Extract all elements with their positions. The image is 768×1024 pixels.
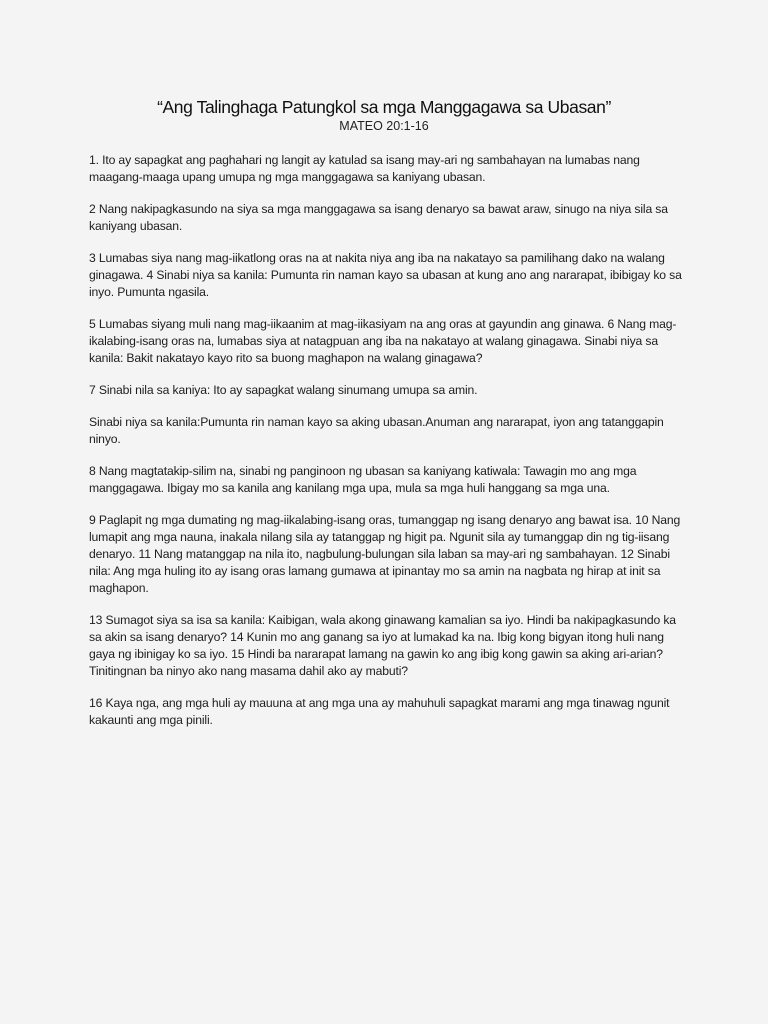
verse-paragraph-1: 1. Ito ay sapagkat ang paghahari ng langit ay katulad sa isang may-ari ng sambahayan na lumabas nang maagang-maaga upang umupa ng mga manggagawa sa kaniyang ubasan. bbox=[89, 153, 640, 184]
verse-paragraph-7: 8 Nang magtatakip-silim na, sinabi ng panginoon ng ubasan sa kaniyang katiwala: Tawagin mo ang mga manggagawa. Ibigay mo sa kanila ang kanilang mga upa, mula sa mga huli hanggang sa mga una. bbox=[89, 464, 637, 495]
document-title: “Ang Talinghaga Patungkol sa mga Manggagawa sa Ubasan” bbox=[157, 97, 611, 117]
verse-paragraph-5: 7 Sinabi nila sa kaniya: Ito ay sapagkat walang sinumang umupa sa amin. bbox=[89, 383, 478, 397]
verse-paragraph-6: Sinabi niya sa kanila:Pumunta rin naman kayo sa aking ubasan.Anuman ang nararapat, iyon ang tatanggapin ninyo. bbox=[89, 415, 664, 446]
verse-paragraph-3: 3 Lumabas siya nang mag-iikatlong oras na at nakita niya ang iba na nakatayo sa pamilihang dako na walang ginagawa. 4 Sinabi niya sa kanila: Pumunta rin naman kayo sa ubasan at kung ano ang nararapat, ibibigay ko sa inyo. Pumunta ngasila. bbox=[89, 251, 682, 299]
document-body bbox=[89, 152, 685, 744]
scripture-reference: MATEO 20:1-16 bbox=[339, 119, 429, 133]
verse-paragraph-8: 9 Paglapit ng mga dumating ng mag-iikalabing-isang oras, tumanggap ng isang denaryo ang bawat isa. 10 Nang lumapit ang mga nauna, inakala nilang sila ay tatanggap ng higit pa. Ngunit sila ay tumanggap din ng tig-iisang denaryo. 11 Nang matanggap na nila ito, nagbulung-bulungan sila laban sa may-ari ng sambahayan. 12 Sinabi nila: Ang mga huling ito ay isang oras lamang gumawa at ipinantay mo sa amin na nagbata ng hirap at init sa maghapon. bbox=[89, 513, 681, 595]
verse-paragraph-4: 5 Lumabas siyang muli nang mag-iikaanim at mag-iikasiyam na ang oras at gayundin ang ginawa. 6 Nang mag-ikalabing-isang oras na, lumabas siya at natagpuan ang iba na nakatayo at walang ginagawa. Sinabi niya sa kanila: Bakit nakatayo kayo rito sa buong maghapon na walang ginagawa? bbox=[89, 317, 677, 365]
verse-paragraph-9: 13 Sumagot siya sa isa sa kanila: Kaibigan, wala akong ginawang kamalian sa iyo. Hindi ba nakipagkasundo ka sa akin sa isang denaryo? 14 Kunin mo ang ganang sa iyo at lumakad ka na. Ibig kong bigyan itong huli nang gaya ng ibinigay ko sa iyo. 15 Hindi ba nararapat lamang na gawin ko ang ibig kong gawin sa aking ari-arian?Tinitingnan ba ninyo ako nang masama dahil ako ay mabuti? bbox=[89, 613, 676, 678]
verse-paragraph-2: 2 Nang nakipagkasundo na siya sa mga manggagawa sa isang denaryo sa bawat araw, sinugo na niya sila sa kaniyang ubasan. bbox=[89, 202, 668, 233]
verse-paragraph-10: 16 Kaya nga, ang mga huli ay mauuna at ang mga una ay mahuhuli sapagkat marami ang mga tinawag ngunit kakaunti ang mga pinili. bbox=[89, 696, 670, 727]
